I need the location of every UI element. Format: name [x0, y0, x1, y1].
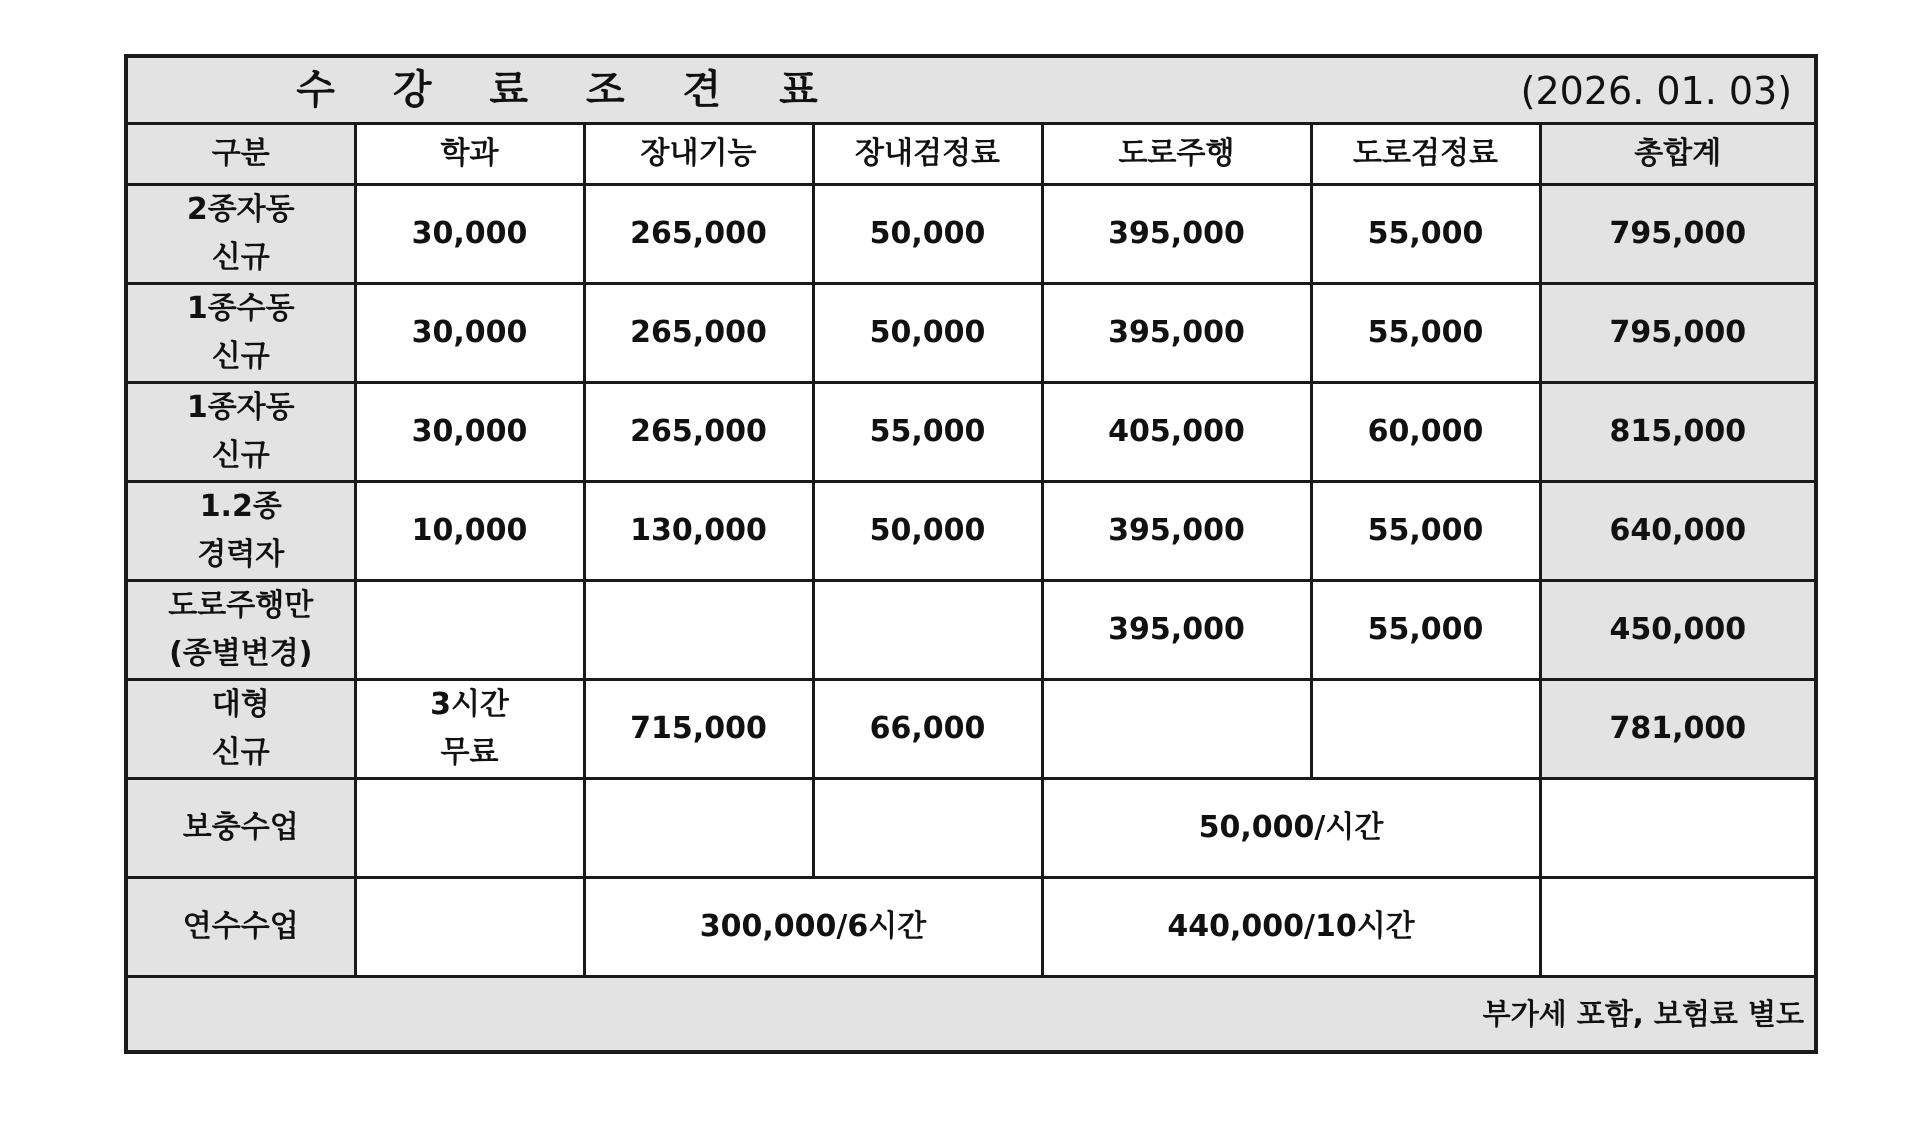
- cell-road-driving: 395,000: [1042, 482, 1311, 581]
- cell-road-test-fee: 55,000: [1311, 284, 1540, 383]
- cell-total: 781,000: [1540, 680, 1816, 779]
- cell-course-test-fee: [813, 581, 1042, 680]
- cell-road-driving: 395,000: [1042, 185, 1311, 284]
- cell-road-test-fee: 55,000: [1311, 185, 1540, 284]
- row-label: 2종자동 신규: [126, 185, 355, 284]
- title-row: [126, 56, 1816, 124]
- cell-road-test-fee: 55,000: [1311, 581, 1540, 680]
- cell-total: [1540, 779, 1816, 878]
- header-total: 총합계: [1540, 124, 1816, 185]
- row-label: 1종자동 신규: [126, 383, 355, 482]
- cell-class: 10,000: [355, 482, 584, 581]
- cell-road-driving: 395,000: [1042, 284, 1311, 383]
- supplementary-row: [126, 779, 1816, 878]
- header-course-skill: 장내기능: [584, 124, 813, 185]
- cell-course-test-fee: 50,000: [813, 284, 1042, 383]
- cell-road-test-fee: [1311, 680, 1540, 779]
- cell-course-test-fee: 50,000: [813, 185, 1042, 284]
- header-category: 구분: [126, 124, 355, 185]
- cell-total: 795,000: [1540, 284, 1816, 383]
- header-row: [126, 124, 1816, 185]
- cell-class: 3시간 무료: [355, 680, 584, 779]
- header-road-test-fee: 도로검정료: [1311, 124, 1540, 185]
- cell-road-rate: 440,000/10시간: [1042, 878, 1540, 977]
- cell-road-driving: [1042, 680, 1311, 779]
- row-label: 대형 신규: [126, 680, 355, 779]
- cell-total: 450,000: [1540, 581, 1816, 680]
- cell-road-rate: 50,000/시간: [1042, 779, 1540, 878]
- table-row: [126, 185, 1816, 284]
- cell-class: [355, 581, 584, 680]
- footer-note: 부가세 포함, 보험료 별도: [126, 977, 1816, 1053]
- date-label: (2026. 01. 03): [1520, 69, 1793, 113]
- header-road-driving: 도로주행: [1042, 124, 1311, 185]
- cell-course-skill: 265,000: [584, 185, 813, 284]
- cell-road-test-fee: 55,000: [1311, 482, 1540, 581]
- cell-course-test-fee: 50,000: [813, 482, 1042, 581]
- cell-course-skill: 130,000: [584, 482, 813, 581]
- footer-row: [126, 977, 1816, 1053]
- cell-road-driving: 395,000: [1042, 581, 1311, 680]
- row-label: 1종수동 신규: [126, 284, 355, 383]
- cell-course-rate: 300,000/6시간: [584, 878, 1042, 977]
- cell-class: 30,000: [355, 383, 584, 482]
- cell-road-test-fee: 60,000: [1311, 383, 1540, 482]
- title-cell: [126, 56, 1816, 124]
- cell-total: [1540, 878, 1816, 977]
- header-course-test-fee: 장내검정료: [813, 124, 1042, 185]
- cell-course-test-fee: [813, 779, 1042, 878]
- page-title: 수 강 료 조 견 표: [296, 67, 840, 113]
- cell-total: 795,000: [1540, 185, 1816, 284]
- fee-table: [124, 54, 1818, 1054]
- table-row: [126, 581, 1816, 680]
- header-class: 학과: [355, 124, 584, 185]
- cell-course-test-fee: 55,000: [813, 383, 1042, 482]
- cell-class: 30,000: [355, 185, 584, 284]
- cell-course-skill: 265,000: [584, 284, 813, 383]
- cell-course-skill: 265,000: [584, 383, 813, 482]
- table-row: [126, 482, 1816, 581]
- cell-course-skill: [584, 581, 813, 680]
- row-label: 도로주행만 (종별변경): [126, 581, 355, 680]
- cell-class: 30,000: [355, 284, 584, 383]
- table-row: [126, 284, 1816, 383]
- cell-course-skill: 715,000: [584, 680, 813, 779]
- table-row: [126, 680, 1816, 779]
- cell-class: [355, 779, 584, 878]
- cell-course-test-fee: 66,000: [813, 680, 1042, 779]
- cell-total: 815,000: [1540, 383, 1816, 482]
- table-row: [126, 383, 1816, 482]
- row-label: 1.2종 경력자: [126, 482, 355, 581]
- row-label: 보충수업: [126, 779, 355, 878]
- cell-course-skill: [584, 779, 813, 878]
- row-label: 연수수업: [126, 878, 355, 977]
- cell-total: 640,000: [1540, 482, 1816, 581]
- cell-class: [355, 878, 584, 977]
- training-row: [126, 878, 1816, 977]
- cell-road-driving: 405,000: [1042, 383, 1311, 482]
